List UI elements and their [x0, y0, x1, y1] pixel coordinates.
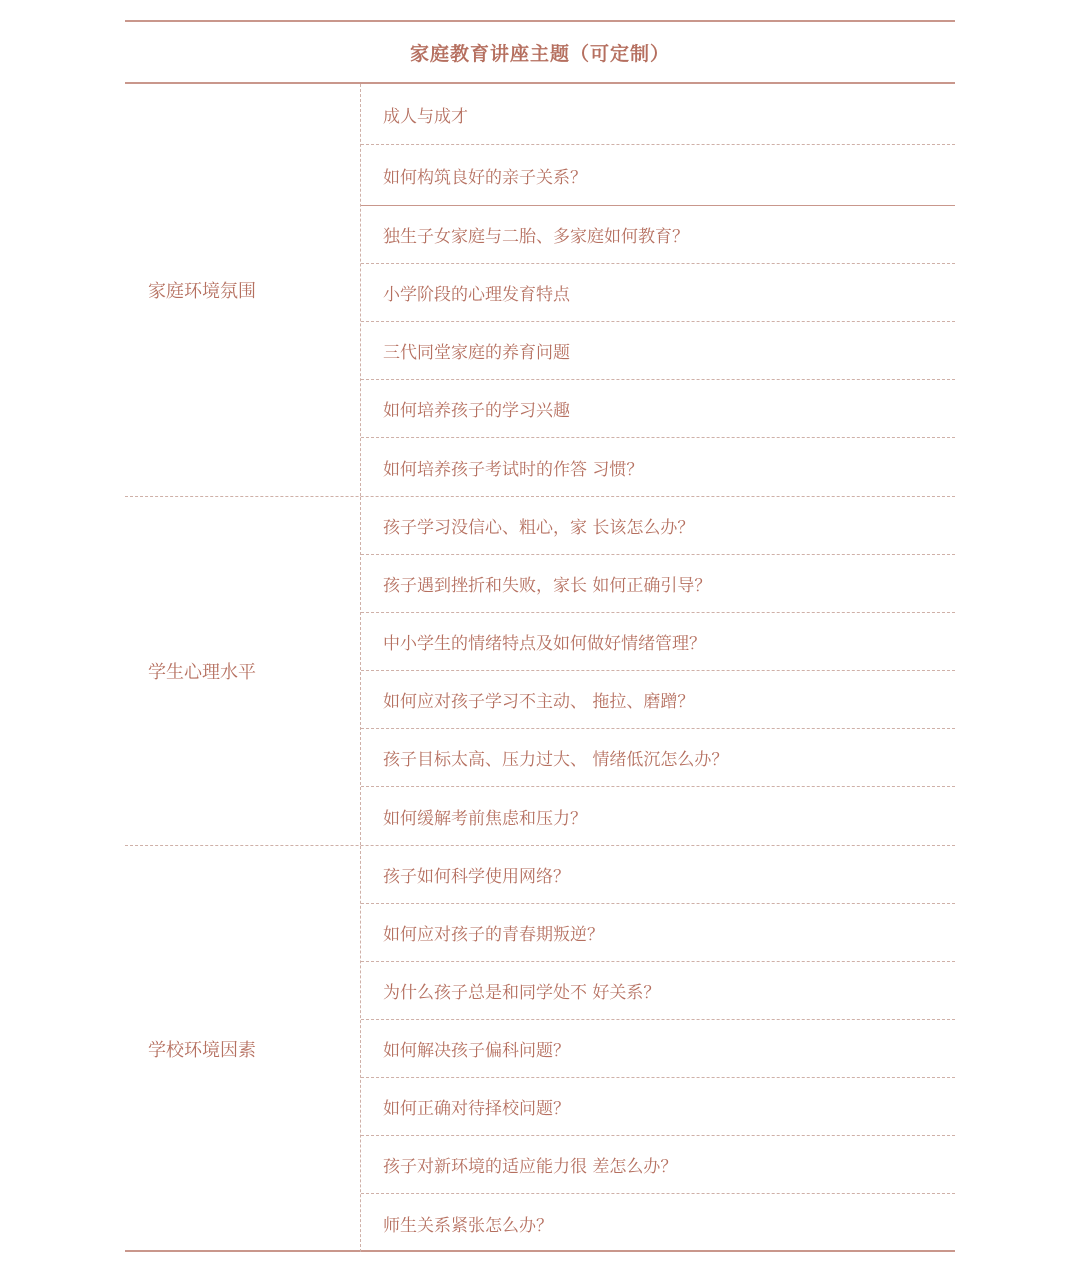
group-student-psychology	[125, 496, 955, 845]
topic-item: 如何缓解考前焦虑和压力？	[383, 808, 587, 829]
topic-list	[361, 846, 955, 1252]
topic-item: 孩子遇到挫折和失败，家长 如何正确引导？	[361, 555, 955, 613]
group-family-environment	[125, 84, 955, 496]
category-cell	[125, 84, 361, 496]
topic-item: 孩子目标太高、压力过大、 情绪低沉怎么办？	[361, 729, 955, 787]
topic-item: 师生关系紧张怎么办？	[383, 1215, 553, 1236]
topic-item: 孩子如何科学使用网络？	[361, 846, 955, 904]
topic-item: 如何解决孩子偏科问题？	[361, 1020, 955, 1078]
topic-item: 如何构筑良好的亲子关系？	[361, 145, 955, 206]
category-label: 学校环境因素	[148, 1040, 256, 1061]
topic-item: 如何培养孩子考试时的作答 习惯？	[383, 459, 644, 480]
topic-item: 中小学生的情绪特点及如何做好情绪管理？	[361, 613, 955, 671]
topic-item: 孩子对新环境的适应能力很 差怎么办？	[361, 1136, 955, 1194]
topic-item: 如何培养孩子的学习兴趣	[361, 380, 955, 438]
category-cell	[125, 846, 361, 1252]
topic-item: 三代同堂家庭的养育问题	[361, 322, 955, 380]
topic-item: 如何应对孩子的青春期叛逆？	[361, 904, 955, 962]
topic-item: 成人与成才	[361, 84, 955, 145]
group-school-environment	[125, 845, 955, 1252]
lecture-topics-table	[125, 20, 955, 1252]
topic-item: 如何正确对待择校问题？	[361, 1078, 955, 1136]
table-title: 家庭教育讲座主题（可定制）	[409, 42, 670, 65]
topic-item: 如何应对孩子学习不主动、 拖拉、磨蹭？	[361, 671, 955, 729]
category-label: 家庭环境氛围	[148, 281, 256, 302]
topic-item: 为什么孩子总是和同学处不 好关系？	[361, 962, 955, 1020]
topic-item: 独生子女家庭与二胎、多家庭如何教育？	[361, 206, 955, 264]
topic-list	[361, 84, 955, 496]
category-label: 学生心理水平	[148, 662, 256, 683]
topic-item: 小学阶段的心理发育特点	[361, 264, 955, 322]
category-cell	[125, 497, 361, 845]
topic-list	[361, 497, 955, 845]
topic-item: 孩子学习没信心、粗心，家 长该怎么办？	[361, 497, 955, 555]
table-header	[125, 22, 955, 84]
